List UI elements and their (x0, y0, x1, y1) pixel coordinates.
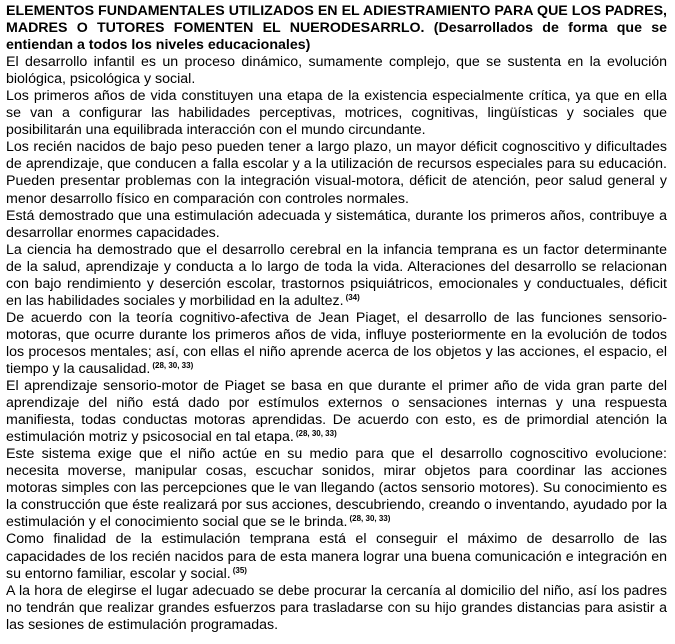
paragraph (6, 242, 667, 310)
paragraph (6, 139, 667, 207)
citation-ref: (28, 30, 33) (349, 514, 391, 524)
paragraph (6, 310, 667, 378)
paragraph (6, 378, 667, 446)
citation-ref: (28, 30, 33) (152, 360, 194, 370)
citation-ref: (35) (232, 565, 247, 575)
paragraph-text: A la hora de elegirse el lugar adecuado se debe procurar la cercanía al domicilio del niño, así los padres no tendrán que realizar grandes esfuerzos para trasladarse con su hijo grandes distancias para asistir a las sesiones de estimulación programadas. (6, 582, 667, 633)
paragraph-text: Como finalidad de la estimulación temprana está el conseguir el máximo de desarrollo de las capacidades de los recién nacidos para de esta manera lograr una buena comunicación e integración en su entorno familiar, escolar y social. (6, 531, 667, 582)
title-text: ELEMENTOS FUNDAMENTALES UTILIZADOS EN EL ADIESTRAMIENTO PARA QUE LOS PADRES, MADRES O TUTORES FOMENTEN EL NUERODESARRLO. (6, 3, 667, 37)
paragraph-text: De acuerdo con la teoría cognitivo-afectiva de Jean Piaget, el desarrollo de las funciones sensorio-motoras, que ocurre durante los primeros años de vida, influye posteriormente en la evolución de todos los procesos mentales; así, con ellas el niño aprende acerca de los objetos y las acciones, el espacio, el tiempo y la causalidad. (6, 309, 667, 377)
title-subtitle: (Desarrollados de forma que se entiendan a todos los niveles educacionales) (6, 20, 667, 54)
paragraph (6, 208, 667, 242)
paragraph (6, 446, 667, 531)
paragraph-text: La ciencia ha demostrado que el desarrollo cerebral en la infancia temprana es un factor determinante de la salud, aprendizaje y conducta a lo largo de toda la vida. Alteraciones del desarrollo se relacionan con bajo rendimiento y deserción escolar, trastornos psiquiátricos, emocionales y conductuales, déficit en las habilidades sociales y morbilidad en la adultez. (6, 241, 667, 309)
paragraph (6, 583, 667, 634)
citation-ref: (28, 30, 33) (295, 429, 337, 439)
citation-ref: (34) (345, 292, 360, 302)
paragraph-text: El aprendizaje sensorio-motor de Piaget se basa en que durante el primer año de vida gran parte del aprendizaje del niño está dado por estímulos externos o sensaciones internas y una respuesta manifiesta, todas conductas motoras aprendidas. De acuerdo con esto, es de primordial atención la estimulación motriz y psicosocial en tal etapa. (6, 378, 667, 446)
paragraph (6, 88, 667, 139)
paragraph-text: El desarrollo infantil es un proceso dinámico, sumamente complejo, que se sustenta en la evolución biológica, psicológica y social. (6, 54, 667, 88)
paragraph (6, 531, 667, 582)
paragraph-text: Este sistema exige que el niño actúe en su medio para que el desarrollo cognoscitivo evolucione: necesita moverse, manipular cosas, escuchar sonidos, mirar objetos para coordinar las acciones motoras simples con las percepciones que le van llegando (actos sensorio motores). Su conocimiento es la construcción que éste realizará por sus acciones, descubriendo, creando o inventando, ayudado por la estimulación y el conocimiento social que se le brinda. (6, 446, 667, 531)
paragraph (6, 54, 667, 88)
paragraph-text: Está demostrado que una estimulación adecuada y sistemática, durante los primeros años, contribuye a desarrollar enormes capacidades. (6, 207, 667, 241)
paragraph-text: Los primeros años de vida constituyen una etapa de la existencia especialmente crítica, ya que en ella se van a configurar las habilidades perceptivas, motrices, cognitivas, lingüísticas y sociales que posibilitarán una equilibrada interacción con el mundo circundante. (6, 88, 667, 139)
paragraph-text: Los recién nacidos de bajo peso pueden tener a largo plazo, un mayor déficit cognoscitivo y dificultades de aprendizaje, que conducen a falla escolar y a la utilización de recursos especiales para su educación. Pueden presentar problemas con la integración visual-motora, déficit de atención, peor salud general y menor desarrollo físico en comparación con controles normales. (6, 139, 667, 207)
document-title (6, 3, 667, 54)
